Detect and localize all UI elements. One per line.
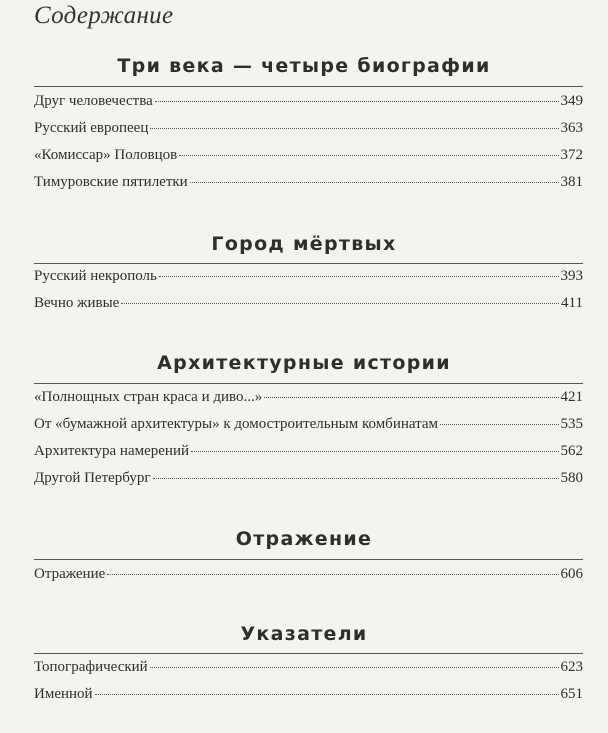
- toc-entry: [34, 686, 583, 708]
- entry-page-number: 411: [561, 295, 583, 311]
- toc-entry: [34, 120, 583, 142]
- entry-page-number: 562: [560, 443, 583, 459]
- entry-label: Топографический: [34, 659, 148, 675]
- toc-entry: [34, 389, 583, 411]
- toc-entry: [34, 174, 583, 196]
- dot-leader: [179, 155, 558, 156]
- toc-entry: [34, 470, 583, 492]
- toc-entry: [34, 566, 583, 588]
- entry-page-number: 363: [560, 120, 583, 136]
- toc-entry: [34, 93, 583, 115]
- dot-leader: [150, 667, 559, 668]
- section-rule: [34, 86, 583, 87]
- dot-leader: [159, 276, 559, 277]
- section-rule: [34, 383, 583, 384]
- dot-leader: [153, 478, 559, 479]
- entry-label: Архитектура намерений: [34, 443, 190, 459]
- entry-page-number: 606: [560, 566, 583, 582]
- entry-label: «Комиссар» Половцов: [34, 147, 178, 163]
- entry-label: Русский некрополь: [34, 268, 157, 284]
- entry-label: Другой Петербург: [34, 470, 151, 486]
- dot-leader: [107, 574, 558, 575]
- section-rule: [34, 653, 583, 654]
- section-title-architecture: Архитектурные истории: [157, 352, 451, 374]
- dot-leader: [95, 694, 559, 695]
- toc-entry: [34, 268, 583, 290]
- toc-entry: [34, 295, 583, 317]
- entry-label: Русский европеец: [34, 120, 149, 136]
- entry-page-number: 421: [560, 389, 583, 405]
- dot-leader: [264, 397, 558, 398]
- entry-page-number: 580: [560, 470, 583, 486]
- toc-entry: [34, 416, 583, 438]
- entry-label: Вечно живые: [34, 295, 120, 311]
- entry-page-number: 623: [560, 659, 583, 675]
- dot-leader: [440, 424, 558, 425]
- toc-entry: [34, 147, 583, 169]
- dot-leader: [121, 303, 559, 304]
- entry-page-number: 535: [560, 416, 583, 432]
- section-rule: [34, 559, 583, 560]
- section-rule: [34, 263, 583, 264]
- entry-label: От «бумажной архитектуры» к домостроительным комбинатам: [34, 416, 439, 432]
- toc-entry: [34, 659, 583, 681]
- page-title: Содержание: [34, 2, 174, 29]
- entry-label: Отражение: [34, 566, 106, 582]
- entry-page-number: 372: [560, 147, 583, 163]
- section-title-city-of-dead: Город мёртвых: [211, 233, 397, 255]
- toc-entry: [34, 443, 583, 465]
- dot-leader: [191, 451, 558, 452]
- entry-label: Друг человечества: [34, 93, 153, 109]
- entry-label: Именной: [34, 686, 93, 702]
- section-title-three-centuries: Три века — четыре биографии: [117, 55, 491, 77]
- entry-label: «Полнощных стран краса и диво...»: [34, 389, 263, 405]
- entry-label: Тимуровские пятилетки: [34, 174, 188, 190]
- entry-page-number: 381: [560, 174, 583, 190]
- section-title-reflection: Отражение: [235, 528, 373, 550]
- section-title-indexes: Указатели: [240, 623, 368, 645]
- dot-leader: [155, 101, 559, 102]
- dot-leader: [150, 128, 558, 129]
- entry-page-number: 349: [560, 93, 583, 109]
- entry-page-number: 393: [560, 268, 583, 284]
- dot-leader: [190, 182, 559, 183]
- entry-page-number: 651: [560, 686, 583, 702]
